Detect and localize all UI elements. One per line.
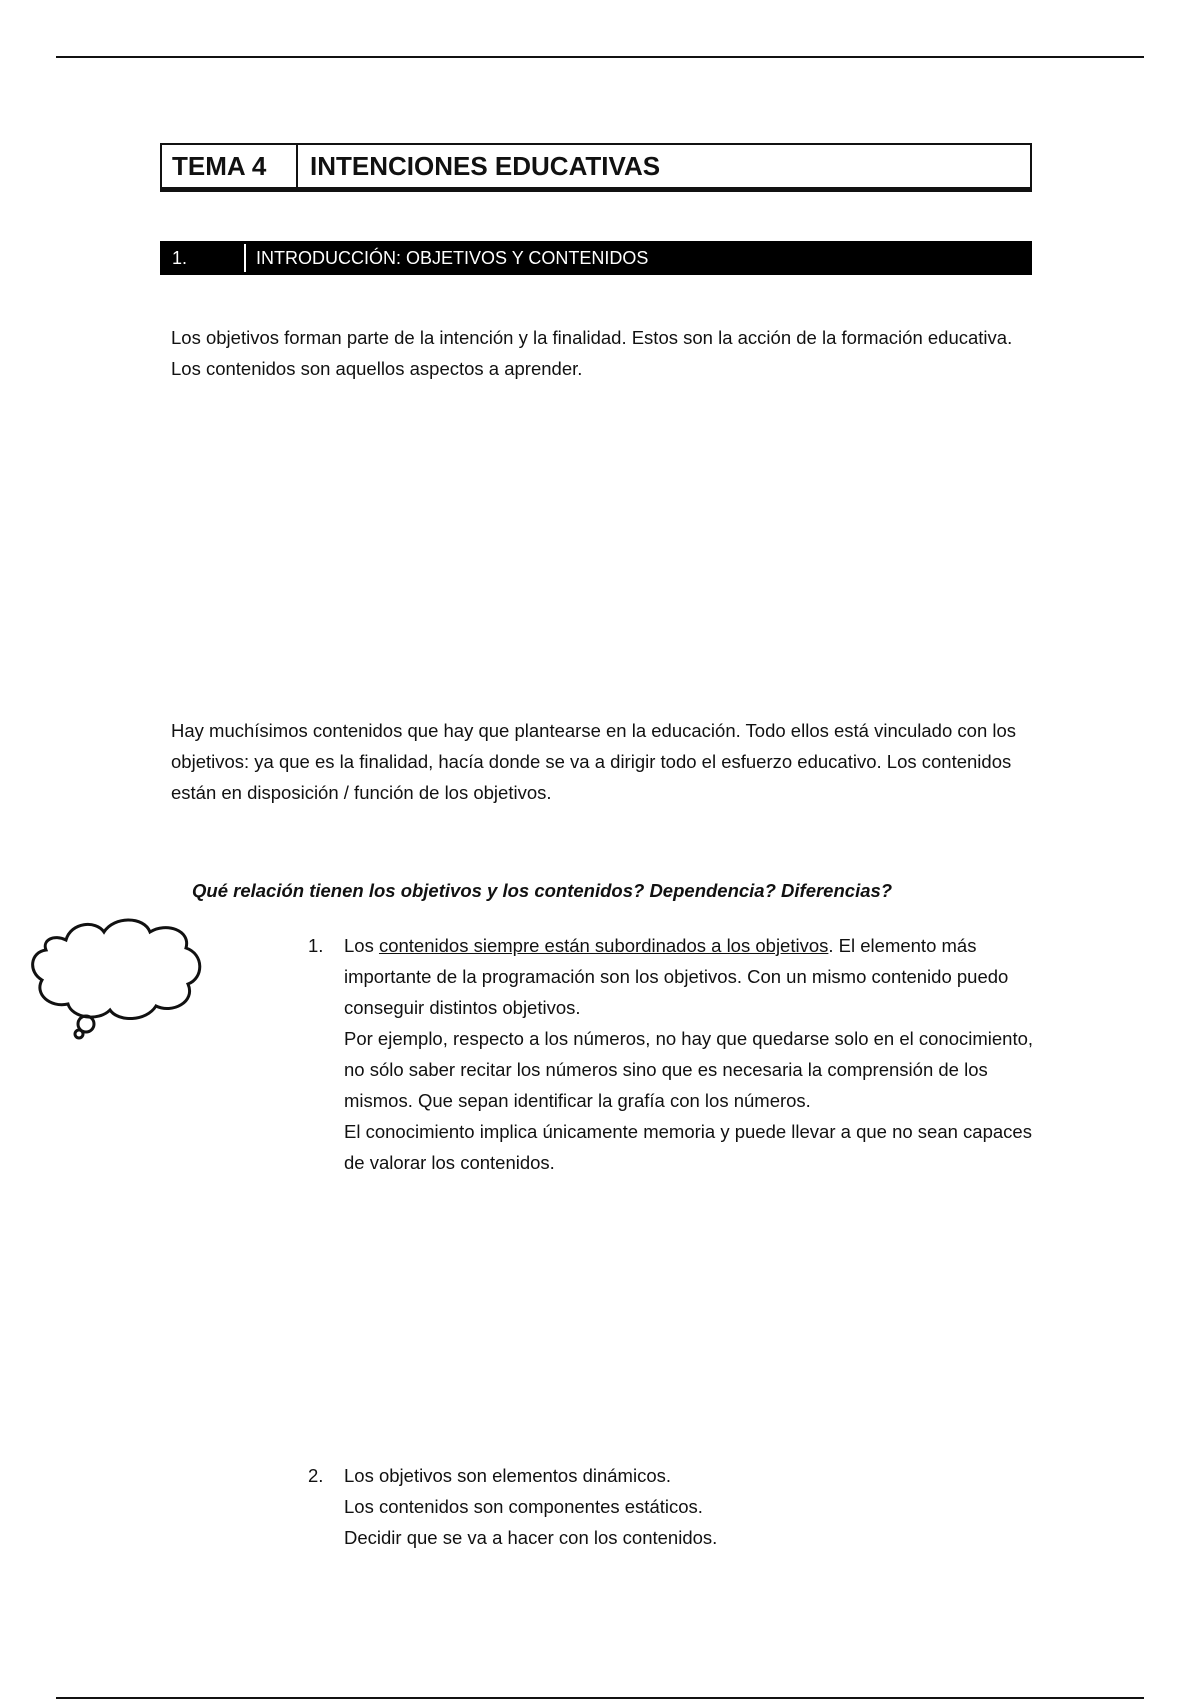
footer-rule [56, 1697, 1144, 1699]
list-line: Decidir que se va a hacer con los contenidos. [344, 1527, 718, 1548]
topic-title: INTENCIONES EDUCATIVAS [310, 150, 661, 181]
paragraph-intro: Los objetivos forman parte de la intención y la finalidad. Estos son la acción de la formación educativa. Los contenidos son aquellos aspectos a aprender. [171, 327, 1013, 379]
list-example: Por ejemplo, respecto a los números, no hay que quedarse solo en el conocimiento, no sólo saber recitar los números sino que es necesaria la comprensión de los mismos. Que sepan identificar la grafía con los números. [344, 1028, 1034, 1111]
header-rule [56, 56, 1144, 58]
thought-bubble-icon [26, 910, 206, 1040]
list-number: 2. [308, 1465, 324, 1486]
list-line: Los objetivos son elementos dinámicos. [344, 1465, 672, 1486]
list-body [344, 1460, 1048, 1553]
topic-number: TEMA 4 [162, 145, 298, 187]
section-title: INTRODUCCIÓN: OBJETIVOS Y CONTENIDOS [256, 247, 649, 268]
list-lead: Los [344, 935, 379, 956]
topic-title-box [160, 143, 1032, 192]
section-divider [244, 244, 246, 272]
list-rest: . El elemento más importante de la programación son los objetivos. Con un mismo contenido puedo conseguir distintos objetivos. [344, 935, 1009, 1018]
underlined-statement: contenidos siempre están subordinados a los objetivos [378, 935, 829, 956]
paragraph-contents: Hay muchísimos contenidos que hay que plantearse en la educación. Todo ellos está vinculado con los objetivos: ya que es la finalidad, hacía donde se va a dirigir todo el esfuerzo educativo. Los contenidos están en disposición / función de los objetivos. [171, 720, 1017, 803]
list-item [308, 1460, 1048, 1553]
list-item [308, 930, 1048, 1178]
question-heading: Qué relación tienen los objetivos y los contenidos? Dependencia? Diferencias? [192, 880, 893, 901]
list-body [344, 930, 1048, 1178]
list-note: El conocimiento implica únicamente memoria y puede llevar a que no sean capaces de valorar los contenidos. [344, 1121, 1032, 1173]
list-text [344, 930, 1048, 1023]
section-number: 1. [172, 247, 188, 268]
list-line: Los contenidos son componentes estáticos. [344, 1496, 703, 1517]
list-number: 1. [308, 935, 324, 956]
section-heading [160, 241, 1032, 275]
